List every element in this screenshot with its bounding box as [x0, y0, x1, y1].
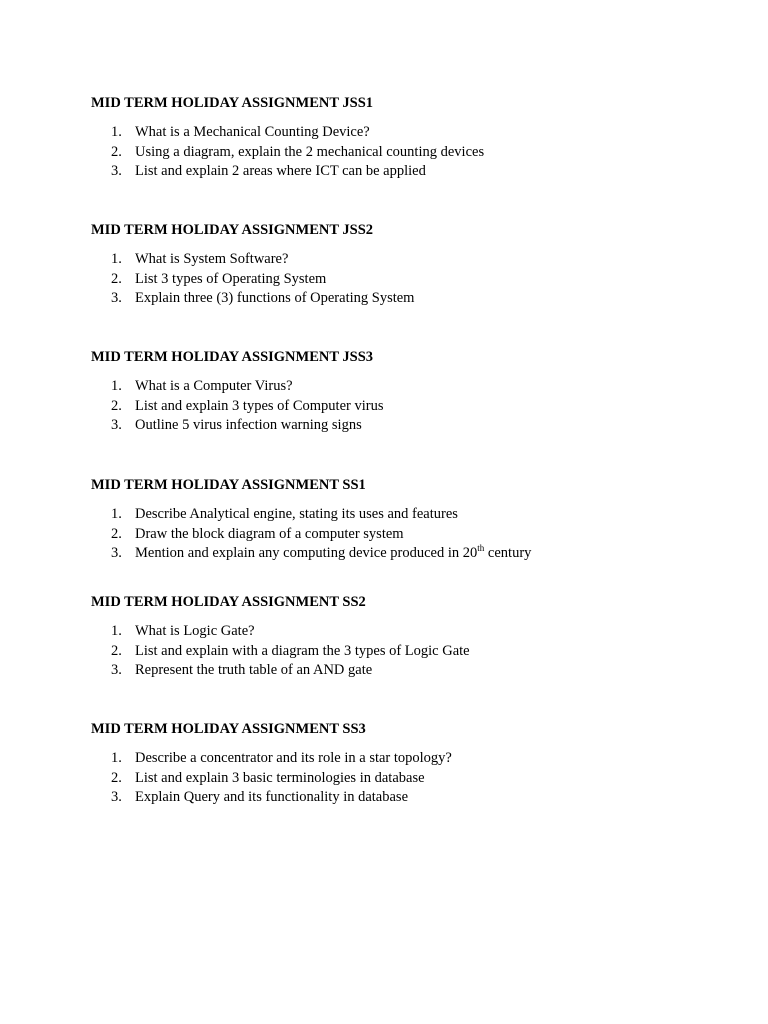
- assignment-section-jss3: [91, 348, 711, 436]
- question-text: What is a Mechanical Counting Device?: [135, 124, 370, 140]
- question-number: 2.: [111, 397, 122, 414]
- question-item: [91, 749, 711, 769]
- question-item: [91, 622, 711, 642]
- assignment-section-ss2: [91, 593, 711, 681]
- question-text-suffix: century: [484, 545, 532, 561]
- question-number: 2.: [111, 143, 122, 160]
- question-text: What is a Computer Virus?: [135, 378, 293, 394]
- question-item: [91, 250, 711, 270]
- assignment-section-jss2: [91, 221, 711, 309]
- question-text: What is System Software?: [135, 251, 289, 267]
- question-item: [91, 661, 711, 681]
- question-number: 2.: [111, 270, 122, 287]
- question-item: [91, 143, 711, 163]
- question-list: [91, 622, 711, 681]
- question-text: Outline 5 virus infection warning signs: [135, 417, 362, 433]
- question-item: [91, 788, 711, 808]
- section-heading: MID TERM HOLIDAY ASSIGNMENT JSS2: [91, 222, 374, 238]
- question-text: Draw the block diagram of a computer system: [135, 525, 404, 542]
- question-item: [91, 544, 711, 564]
- question-list: [91, 123, 711, 182]
- question-number: 3.: [111, 290, 122, 306]
- section-heading: MID TERM HOLIDAY ASSIGNMENT SS3: [91, 721, 366, 737]
- question-list: [91, 749, 711, 808]
- question-number: 3.: [111, 545, 122, 561]
- question-item: [91, 416, 711, 436]
- question-number: 3.: [111, 417, 122, 433]
- assignment-section-ss3: [91, 720, 711, 808]
- question-item: [91, 162, 711, 182]
- question-list: [91, 377, 711, 436]
- question-number: 2.: [111, 525, 122, 542]
- question-text: What is Logic Gate?: [135, 623, 255, 639]
- question-text: Using a diagram, explain the 2 mechanical counting devices: [135, 143, 485, 160]
- question-number: 3.: [111, 163, 122, 179]
- question-text: List 3 types of Operating System: [135, 270, 327, 287]
- question-text: Describe Analytical engine, stating its uses and features: [135, 506, 458, 522]
- question-number: 1.: [111, 251, 122, 267]
- assignment-section-ss1: [91, 476, 711, 564]
- assignment-section-jss1: [91, 94, 711, 182]
- section-heading: MID TERM HOLIDAY ASSIGNMENT SS2: [91, 594, 366, 610]
- question-number: 1.: [111, 506, 122, 522]
- question-number: 3.: [111, 662, 122, 678]
- question-text: Explain three (3) functions of Operating System: [135, 290, 415, 306]
- question-number: 3.: [111, 789, 122, 805]
- question-text: List and explain 2 areas where ICT can be applied: [135, 163, 426, 179]
- question-item: [91, 123, 711, 143]
- question-item: [91, 289, 711, 309]
- question-text: List and explain 3 basic terminologies in database: [135, 769, 425, 786]
- question-text: List and explain with a diagram the 3 types of Logic Gate: [135, 642, 470, 659]
- section-heading: MID TERM HOLIDAY ASSIGNMENT SS1: [91, 477, 366, 493]
- question-item: [91, 397, 711, 417]
- question-number: 2.: [111, 769, 122, 786]
- question-item: [91, 769, 711, 789]
- section-heading: MID TERM HOLIDAY ASSIGNMENT JSS3: [91, 349, 374, 365]
- question-text: List and explain 3 types of Computer virus: [135, 397, 384, 414]
- question-item: [91, 270, 711, 290]
- question-text: Describe a concentrator and its role in a star topology?: [135, 750, 452, 766]
- question-list: [91, 505, 711, 564]
- question-number: 1.: [111, 750, 122, 766]
- question-item: [91, 377, 711, 397]
- question-number: 1.: [111, 124, 122, 140]
- question-number: 2.: [111, 642, 122, 659]
- question-text: Mention and explain any computing device produced in 20: [135, 545, 478, 561]
- question-item: [91, 642, 711, 662]
- question-text: Represent the truth table of an AND gate: [135, 662, 373, 678]
- question-list: [91, 250, 711, 309]
- question-item: [91, 525, 711, 545]
- section-heading: MID TERM HOLIDAY ASSIGNMENT JSS1: [91, 95, 374, 111]
- question-text: Explain Query and its functionality in database: [135, 789, 409, 805]
- question-number: 1.: [111, 623, 122, 639]
- question-number: 1.: [111, 378, 122, 394]
- ordinal-superscript: th: [477, 543, 485, 554]
- question-item: [91, 505, 711, 525]
